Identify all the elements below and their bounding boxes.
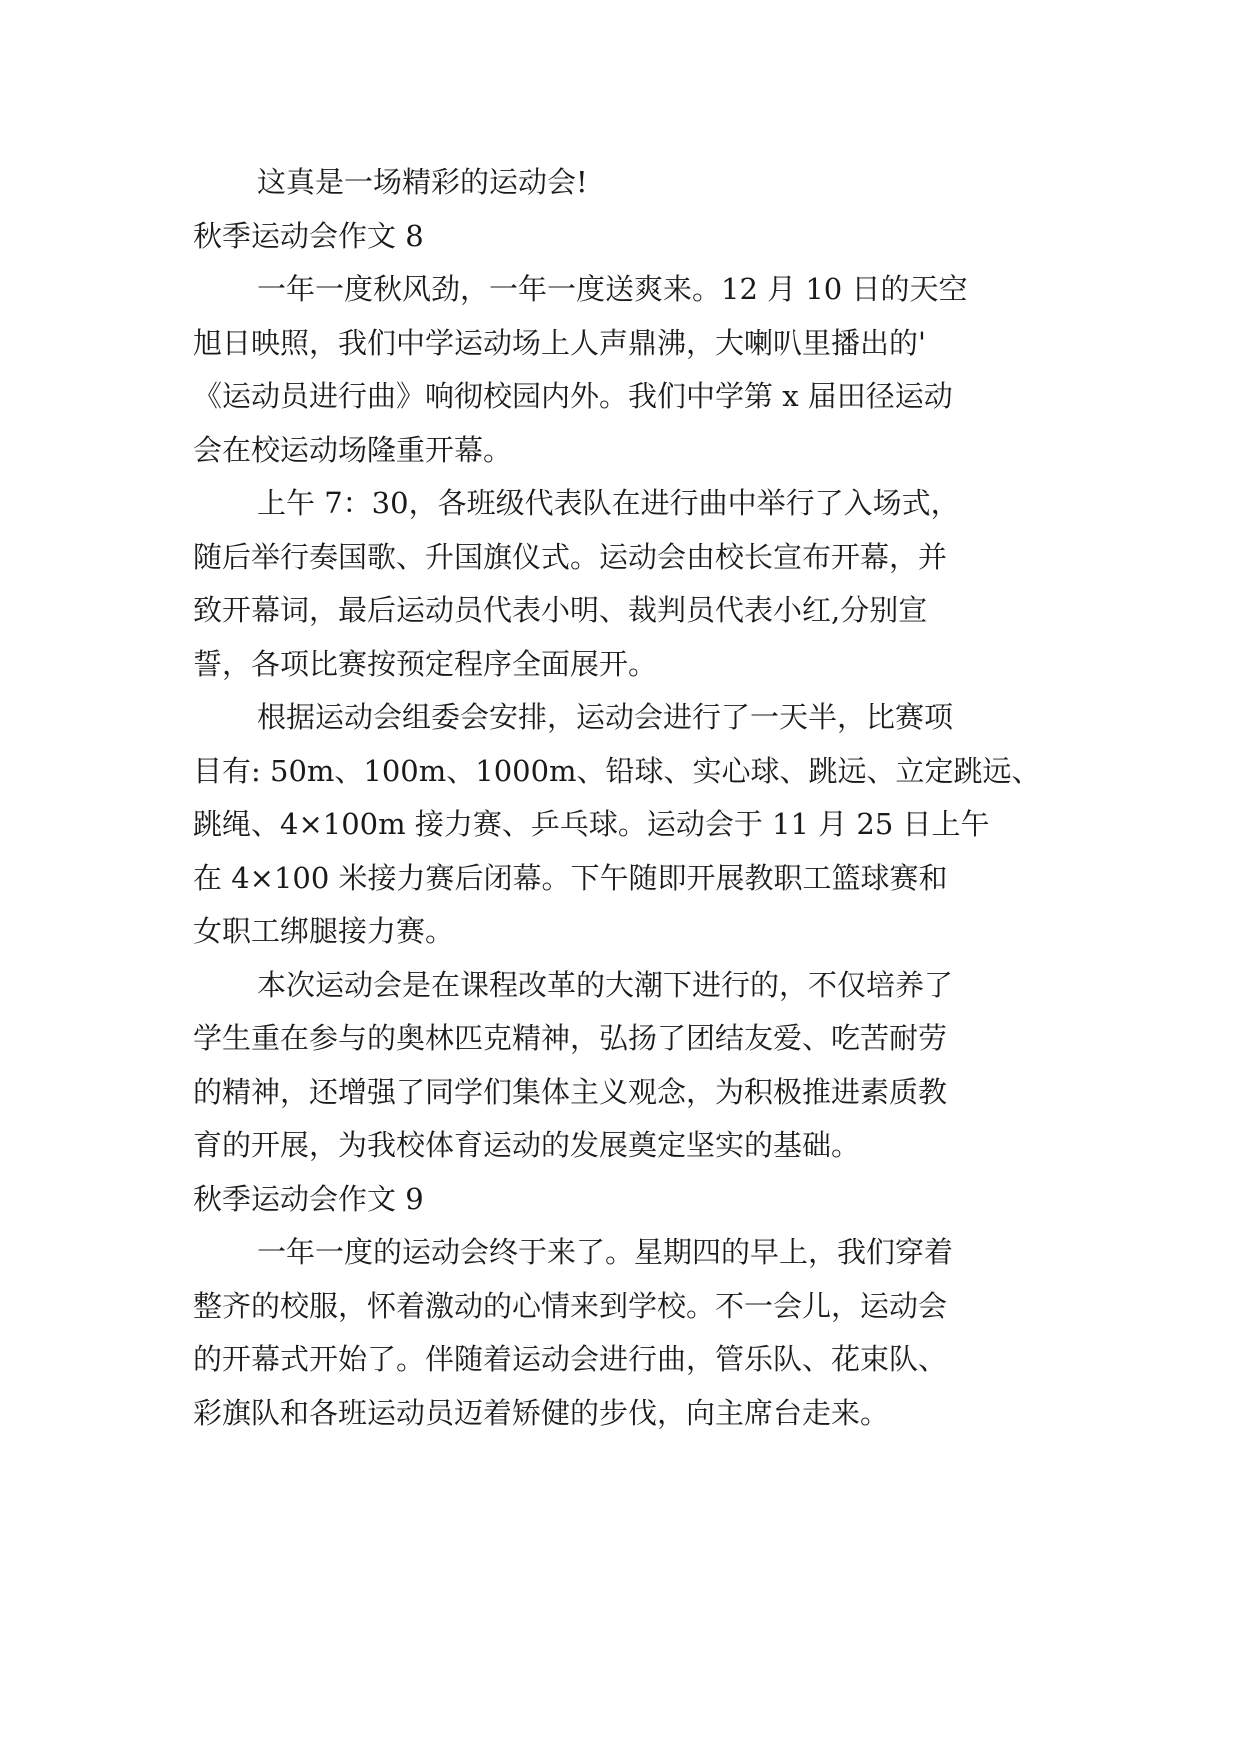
section-heading: 秋季运动会作文 8	[193, 218, 424, 253]
text-line: 致开幕词，最后运动员代表小明、裁判员代表小红,分别宣	[193, 593, 928, 627]
section-heading: 秋季运动会作文 9	[193, 1181, 424, 1216]
text-line: 目有: 50m、100m、1000m、铅球、实心球、跳远、立定跳远、	[193, 753, 1041, 788]
text-line: 彩旗队和各班运动员迈着矫健的步伐，向主席台走来。	[193, 1395, 890, 1430]
text-line: 这真是一场精彩的运动会!	[257, 165, 588, 199]
text-line: 一年一度秋风劲，一年一度送爽来。12 月 10 日的天空	[257, 272, 968, 306]
text-line: 在 4×100 米接力赛后闭幕。下午随即开展教职工篮球赛和	[193, 860, 948, 895]
text-line: 根据运动会组委会安排，运动会进行了一天半，比赛项	[257, 700, 954, 734]
text-line: 《运动员进行曲》响彻校园内外。我们中学第 x 届田径运动	[193, 379, 953, 413]
text-line: 学生重在参与的奥林匹克精神，弘扬了团结友爱、吃苦耐劳	[193, 1021, 948, 1055]
text-line: 的精神，还增强了同学们集体主义观念，为积极推进素质教	[193, 1074, 948, 1109]
text-line: 会在校运动场隆重开幕。	[193, 432, 513, 467]
text-line: 跳绳、4×100m 接力赛、乒乓球。运动会于 11 月 25 日上午	[193, 807, 990, 841]
text-line: 旭日映照，我们中学运动场上人声鼎沸，大喇叭里播出的'	[193, 325, 926, 360]
text-line: 誓，各项比赛按预定程序全面展开。	[193, 646, 658, 681]
text-line: 整齐的校服，怀着激动的心情来到学校。不一会儿，运动会	[193, 1288, 948, 1323]
text-line: 本次运动会是在课程改革的大潮下进行的，不仅培养了	[257, 967, 954, 1002]
text-line: 的开幕式开始了。伴随着运动会进行曲，管乐队、花束队、	[193, 1342, 948, 1376]
text-line: 女职工绑腿接力赛。	[193, 914, 455, 948]
text-line: 上午 7：30，各班级代表队在进行曲中举行了入场式，	[257, 486, 960, 520]
document-body	[193, 156, 1053, 1440]
text-line: 一年一度的运动会终于来了。星期四的早上，我们穿着	[257, 1235, 954, 1269]
text-line: 随后举行奏国歌、升国旗仪式。运动会由校长宣布开幕，并	[193, 539, 948, 574]
text-line: 育的开展，为我校体育运动的发展奠定坚实的基础。	[193, 1128, 861, 1162]
